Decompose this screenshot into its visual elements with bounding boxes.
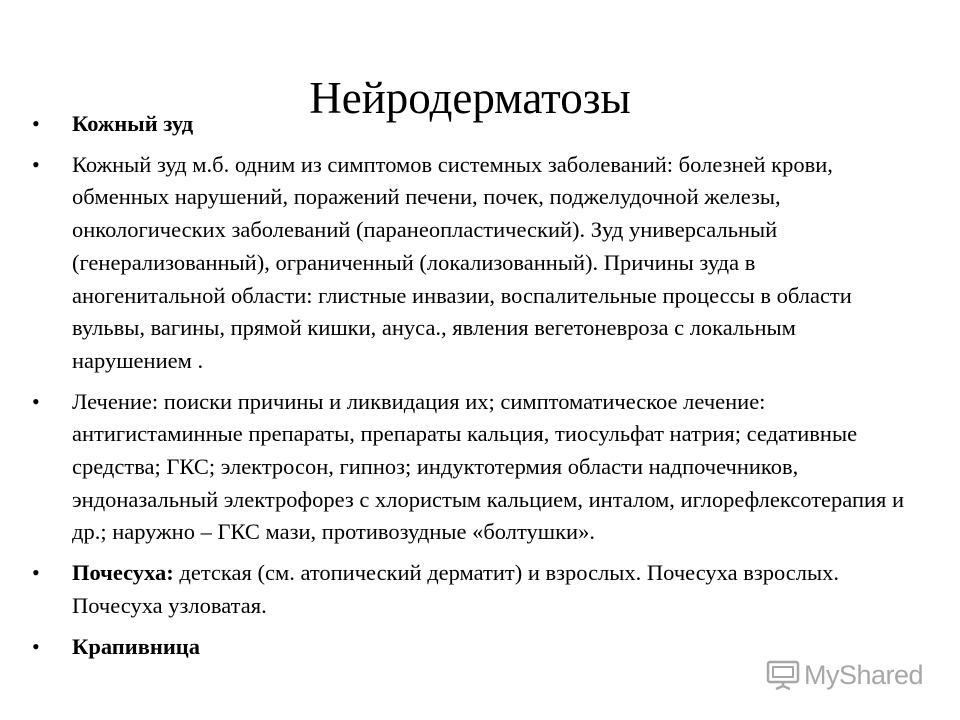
bullet-bold-text: Крапивница <box>72 633 201 659</box>
bullet-bold-text: Кожный зуд <box>72 111 194 136</box>
bullet-dot: • <box>32 633 40 659</box>
bullet-list <box>30 108 910 671</box>
bullet-item-prurigo <box>30 557 910 622</box>
bullet-text: Лечение: поиски причины и ликвидация их; симптоматическое лечение: антигистаминные препараты, препараты кальция, тиосульфат натрия; седативные средства; ГКС; электросон, гипноз; индуктотермия области надпочечников, эндоназальный электрофорез с хлористым кальцием, инталом, иглорефлексотерапия и др.; наружно – ГКС мази, противозудные «болтушки». <box>72 388 905 545</box>
bullet-text: Кожный зуд м.б. одним из симптомов системных заболеваний: болезней крови, обменных нарушений, поражений печени, почек, поджелудочной железы, онкологических заболеваний (паранеопластический). Зуд универсальный (генерализованный), ограниченный (локализованный). Причины зуда в аногенитальной области: глистные инвазии, воспалительные процессы в области вульвы, вагины, прямой кишки, ануса., явления вегетоневроза с локальным нарушением . <box>72 151 852 373</box>
bullet-dot: • <box>32 560 40 586</box>
bullet-item-itching-description <box>30 149 910 378</box>
bullet-text: детская (см. атопический дерматит) и взрослых. Почесуха взрослых. Почесуха узловатая. <box>72 560 839 618</box>
bullet-dot: • <box>32 111 40 136</box>
presentation-board-icon <box>766 659 800 691</box>
bullet-item-treatment <box>30 386 910 550</box>
bullet-dot: • <box>32 388 40 414</box>
bullet-bold-text: Почесуха: <box>72 560 174 586</box>
slide-title: Нейродерматозы <box>309 73 631 124</box>
watermark-text: MyShared <box>804 659 924 690</box>
bullet-dot: • <box>32 151 40 177</box>
bullet-item-itching <box>30 108 910 141</box>
watermark <box>766 657 923 693</box>
